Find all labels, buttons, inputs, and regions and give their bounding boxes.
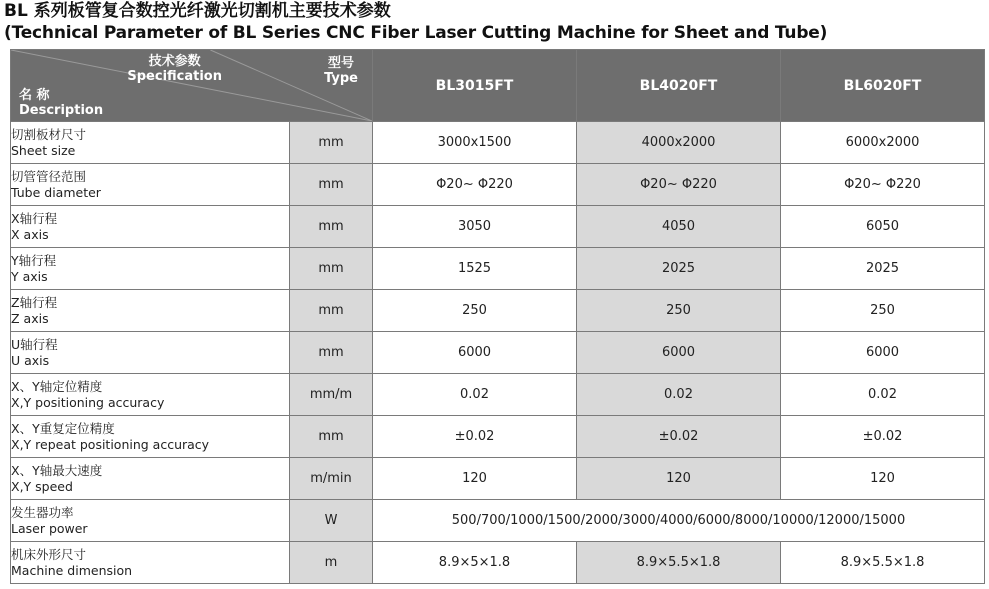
row-unit: m/min: [290, 458, 373, 500]
table-row-u-axis: [11, 332, 985, 374]
header-type-cn: 型号: [328, 56, 355, 71]
value-cell: 6050: [781, 206, 985, 248]
table-row-x-axis: [11, 206, 985, 248]
table-row-positioning-accuracy: [11, 374, 985, 416]
row-label-en: U axis: [11, 352, 50, 368]
table-row-repeat-accuracy: [11, 416, 985, 458]
row-label-en: Sheet size: [11, 142, 76, 158]
row-label-en: Z axis: [11, 310, 49, 326]
value-cell: Φ20~ Φ220: [781, 164, 985, 206]
merged-value-cell: 500/700/1000/1500/2000/3000/4000/6000/8000/10000/12000/15000: [373, 500, 985, 542]
table-row-y-axis: [11, 248, 985, 290]
row-description: [11, 206, 290, 248]
row-label-cn: Z轴行程: [11, 294, 58, 310]
value-cell: Φ20~ Φ220: [577, 164, 781, 206]
header-desc-en: Description: [19, 103, 104, 118]
header-corner-cell: [11, 50, 373, 122]
row-unit: mm: [290, 290, 373, 332]
value-cell: ±0.02: [373, 416, 577, 458]
table-row-machine-dimension: [11, 542, 985, 584]
row-unit: W: [290, 500, 373, 542]
value-cell: 250: [577, 290, 781, 332]
row-description: [11, 542, 290, 584]
value-cell: 3000x1500: [373, 122, 577, 164]
row-label-cn: U轴行程: [11, 336, 58, 352]
value-cell: 250: [373, 290, 577, 332]
value-cell: 120: [577, 458, 781, 500]
model-header-3: BL6020FT: [781, 50, 985, 122]
value-cell: ±0.02: [577, 416, 781, 458]
header-spec-label: [127, 54, 222, 84]
row-description: [11, 374, 290, 416]
row-description: [11, 332, 290, 374]
spec-table: [10, 49, 985, 584]
header-type-en: Type: [324, 71, 358, 86]
model-header-1: BL3015FT: [373, 50, 577, 122]
header-type-label: [324, 56, 358, 86]
header-spec-cn: 技术参数: [148, 54, 201, 69]
value-cell: 4000x2000: [577, 122, 781, 164]
value-cell: 120: [781, 458, 985, 500]
table-row-tube-diameter: [11, 164, 985, 206]
value-cell: 4050: [577, 206, 781, 248]
row-label-en: X,Y speed: [11, 478, 73, 494]
table-row-sheet-size: [11, 122, 985, 164]
value-cell: 6000: [781, 332, 985, 374]
table-row-z-axis: [11, 290, 985, 332]
value-cell: 0.02: [373, 374, 577, 416]
row-label-cn: 切管管径范围: [11, 168, 87, 184]
value-cell: 0.02: [577, 374, 781, 416]
row-unit: mm: [290, 416, 373, 458]
value-cell: 0.02: [781, 374, 985, 416]
row-label-en: X,Y repeat positioning accuracy: [11, 436, 210, 452]
row-label-cn: 机床外形尺寸: [11, 546, 87, 562]
value-cell: 6000: [577, 332, 781, 374]
row-description: [11, 122, 290, 164]
row-unit: mm/m: [290, 374, 373, 416]
value-cell: 8.9×5×1.8: [373, 542, 577, 584]
row-label-en: Tube diameter: [11, 184, 101, 200]
model-header-2: BL4020FT: [577, 50, 781, 122]
table-row-speed: [11, 458, 985, 500]
row-description: [11, 458, 290, 500]
row-description: [11, 290, 290, 332]
row-label-en: Laser power: [11, 520, 88, 536]
row-label-en: X,Y positioning accuracy: [11, 394, 165, 410]
row-label-cn: 切割板材尺寸: [11, 126, 87, 142]
header-desc-label: [19, 88, 103, 118]
title-block: [4, 0, 984, 44]
table-header-row: [11, 50, 985, 122]
row-unit: mm: [290, 164, 373, 206]
page-title-chinese: BL 系列板管复合数控光纤激光切割机主要技术参数: [4, 1, 391, 21]
row-label-cn: X、Y轴定位精度: [11, 378, 103, 394]
row-description: [11, 416, 290, 458]
header-spec-en: Specification: [127, 69, 222, 84]
row-description: [11, 500, 290, 542]
value-cell: Φ20~ Φ220: [373, 164, 577, 206]
row-unit: mm: [290, 248, 373, 290]
row-label-cn: X轴行程: [11, 210, 58, 226]
page-title-english: (Technical Parameter of BL Series CNC Fiber Laser Cutting Machine for Sheet and Tube): [4, 23, 828, 43]
value-cell: ±0.02: [781, 416, 985, 458]
row-unit: mm: [290, 332, 373, 374]
row-label-en: X axis: [11, 226, 49, 242]
value-cell: 2025: [577, 248, 781, 290]
value-cell: 3050: [373, 206, 577, 248]
row-label-en: Y axis: [11, 268, 48, 284]
value-cell: 1525: [373, 248, 577, 290]
value-cell: 120: [373, 458, 577, 500]
row-unit: m: [290, 542, 373, 584]
row-label-cn: X、Y重复定位精度: [11, 420, 115, 436]
row-label-en: Machine dimension: [11, 562, 133, 578]
header-desc-cn: 名 称: [19, 88, 50, 103]
table-row-laser-power: [11, 500, 985, 542]
row-unit: mm: [290, 122, 373, 164]
value-cell: 6000: [373, 332, 577, 374]
row-label-cn: X、Y轴最大速度: [11, 462, 103, 478]
row-label-cn: 发生器功率: [11, 504, 74, 520]
value-cell: 8.9×5.5×1.8: [577, 542, 781, 584]
row-unit: mm: [290, 206, 373, 248]
value-cell: 6000x2000: [781, 122, 985, 164]
value-cell: 2025: [781, 248, 985, 290]
value-cell: 8.9×5.5×1.8: [781, 542, 985, 584]
value-cell: 250: [781, 290, 985, 332]
row-description: [11, 164, 290, 206]
row-description: [11, 248, 290, 290]
row-label-cn: Y轴行程: [11, 252, 57, 268]
